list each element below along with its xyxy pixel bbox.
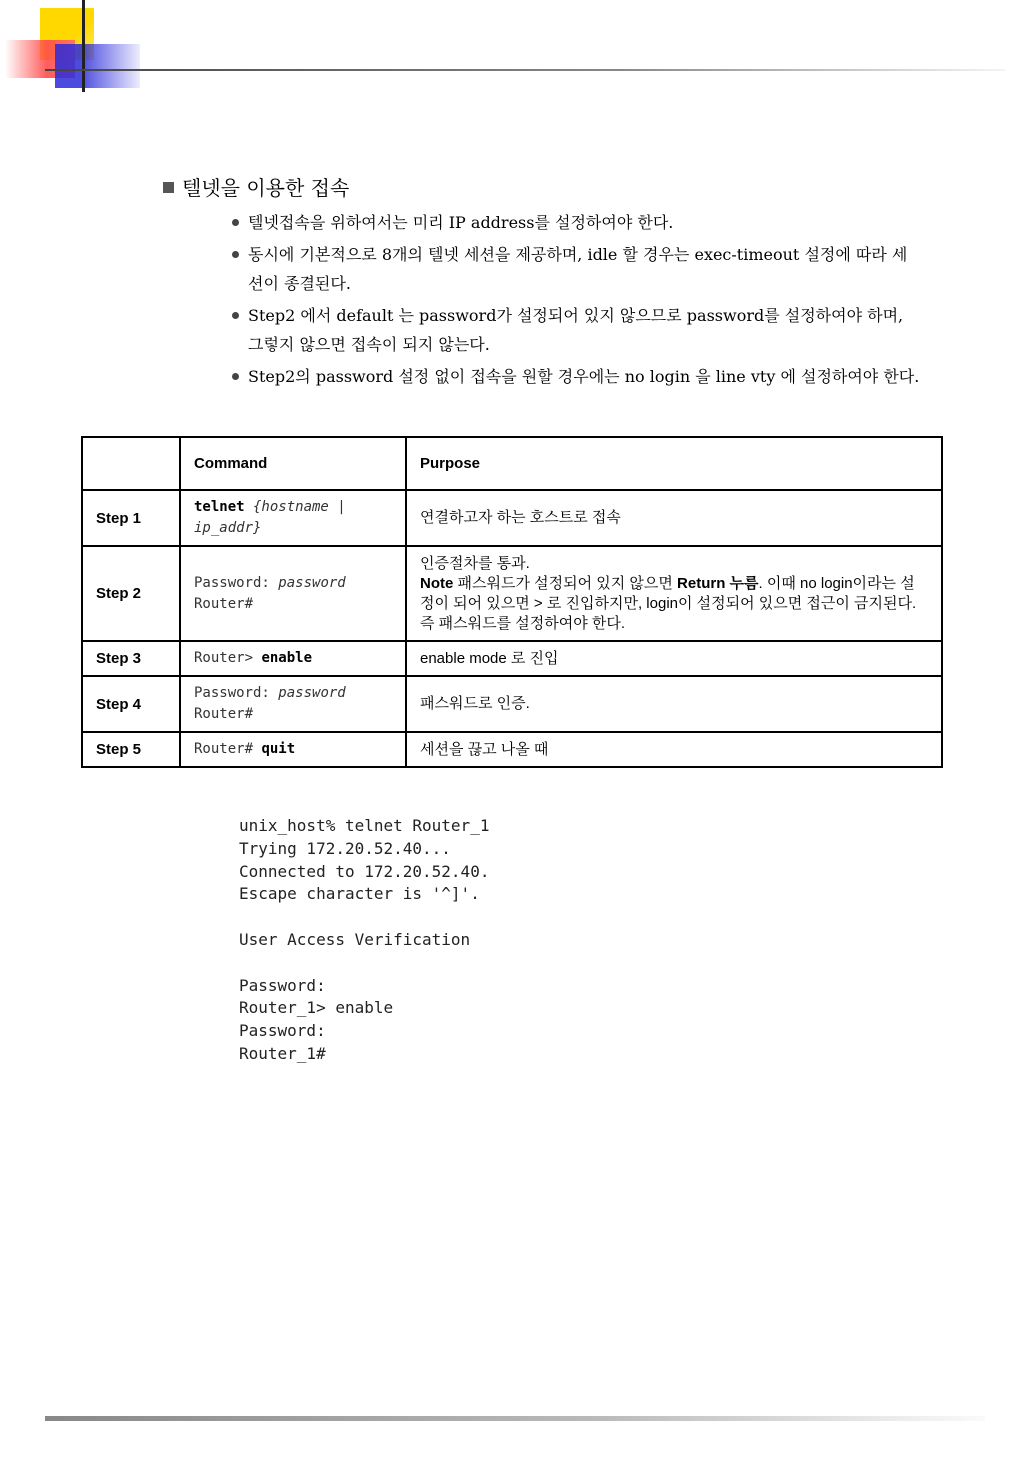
header-rule — [45, 69, 1005, 71]
bullet-item: Step2의 password 설정 없이 접속을 원할 경우에는 no login 을 line vty 에 설정하여야 한다. — [232, 362, 922, 391]
table-row — [82, 641, 942, 676]
step-label: Step 2 — [82, 546, 180, 641]
step-label: Step 1 — [82, 490, 180, 546]
footer-rule — [45, 1416, 985, 1421]
header-cell-purpose: Purpose — [406, 437, 942, 490]
step-label: Step 3 — [82, 641, 180, 676]
bullet-item: 텔넷접속을 위하여서는 미리 IP address를 설정하여야 한다. — [232, 208, 922, 237]
command-cell: telnet {hostname | ip_addr} — [180, 490, 406, 546]
bullet-item: 동시에 기본적으로 8개의 텔넷 세션을 제공하며, idle 할 경우는 exec-timeout 설정에 따라 세션이 종결된다. — [232, 240, 922, 298]
terminal-line: Router_1# — [239, 1043, 326, 1063]
header-cell-command: Command — [180, 437, 406, 490]
bullet-dot-icon — [232, 373, 239, 380]
terminal-line: Escape character is '^]'. — [239, 884, 480, 904]
bullet-dot-icon — [232, 219, 239, 226]
table-row — [82, 490, 942, 546]
command-cell: Router> enable — [180, 641, 406, 676]
table-header-row — [82, 437, 942, 490]
terminal-line: Router_1> enable — [239, 998, 394, 1018]
terminal-line: User Access Verification — [239, 929, 471, 949]
section-heading — [163, 172, 349, 201]
command-cell: Password: password Router# — [180, 676, 406, 732]
terminal-line: Password: — [239, 975, 326, 995]
terminal-line — [239, 952, 489, 975]
bullet-list — [232, 208, 922, 394]
table-row — [82, 546, 942, 641]
terminal-line: Connected to 172.20.52.40. — [239, 861, 490, 881]
terminal-line — [239, 906, 489, 929]
command-cell: Router# quit — [180, 732, 406, 767]
purpose-cell: enable mode 로 진입 — [406, 641, 942, 676]
command-cell: Password: password Router# — [180, 546, 406, 641]
bullet-dot-icon — [232, 251, 239, 258]
square-bullet-icon — [163, 182, 174, 193]
terminal-line: Password: — [239, 1021, 326, 1041]
purpose-cell: 세션을 끊고 나올 때 — [406, 732, 942, 767]
purpose-cell: 연결하고자 하는 호스트로 접속 — [406, 490, 942, 546]
terminal-output — [239, 815, 489, 1066]
header-vertical-rule — [82, 0, 85, 92]
step-label: Step 4 — [82, 676, 180, 732]
table-row — [82, 676, 942, 732]
step-label: Step 5 — [82, 732, 180, 767]
header-cell-step — [82, 437, 180, 490]
bullet-item: Step2 에서 default 는 password가 설정되어 있지 않으므로 password를 설정하여야 하며, 그렇지 않으면 접속이 되지 않는다. — [232, 301, 922, 359]
purpose-cell: 패스워드로 인증. — [406, 676, 942, 732]
section-heading-text: 텔넷을 이용한 접속 — [182, 176, 350, 200]
bullet-dot-icon — [232, 312, 239, 319]
telnet-steps-table — [81, 436, 943, 768]
terminal-line: unix_host% telnet Router_1 — [239, 816, 490, 835]
purpose-cell: 인증절차를 통과. Note 패스워드가 설정되어 있지 않으면 Return 누름. 이때 no login이라는 설정이 되어 있으면 > 로 진입하지만, login이 설정되어 있으면 접근이 금지된다. 즉 패스워드를 설정하여야 한다. — [406, 546, 942, 641]
table-row — [82, 732, 942, 767]
header-decoration-blue — [55, 44, 140, 88]
terminal-line: Trying 172.20.52.40... — [239, 838, 451, 858]
